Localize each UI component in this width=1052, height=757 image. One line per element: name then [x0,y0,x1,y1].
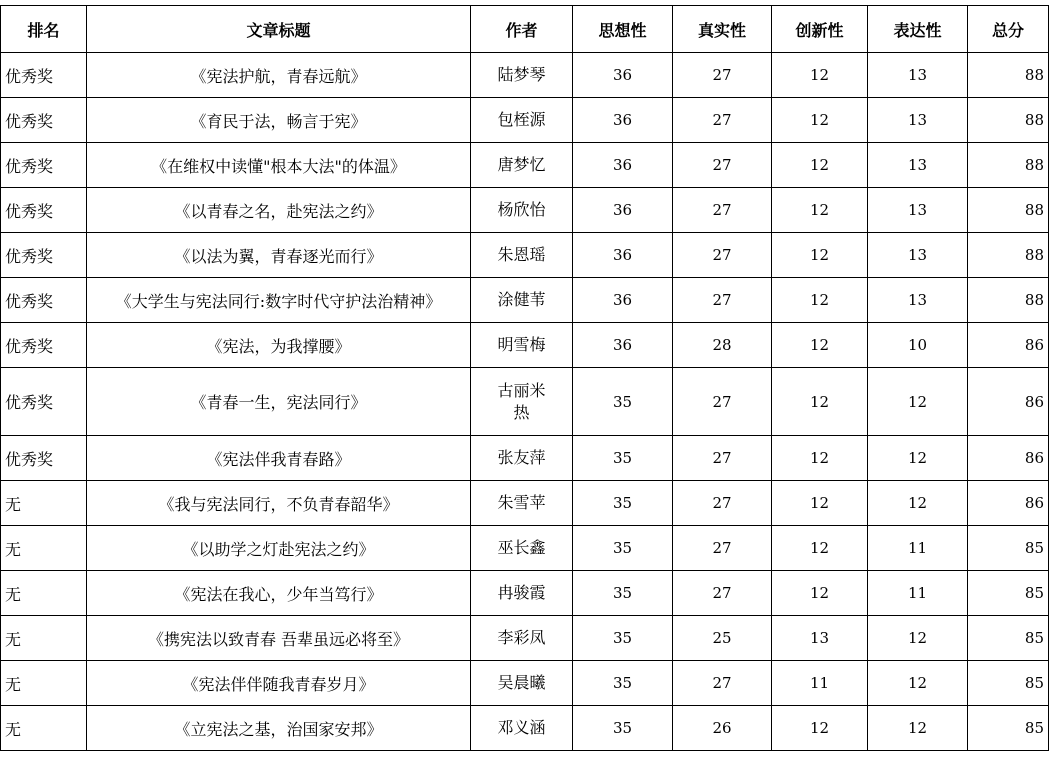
total-score-cell: 86 [968,368,1049,436]
innovation-score-cell: 12 [772,53,868,98]
author-cell: 涂健苇 [471,278,573,323]
author-cell: 朱雪苹 [471,481,573,526]
header-rank: 排名 [1,6,87,53]
author-cell: 冉骏霞 [471,571,573,616]
author-cell: 陆梦琴 [471,53,573,98]
total-score-cell: 88 [968,98,1049,143]
title-cell: 《宪法伴我青春路》 [87,436,471,481]
rank-cell: 优秀奖 [1,143,87,188]
expression-score-cell: 13 [868,233,968,278]
thought-score-cell: 35 [573,368,673,436]
title-cell: 《以助学之灯赴宪法之约》 [87,526,471,571]
title-cell: 《携宪法以致青春 吾辈虽远必将至》 [87,616,471,661]
title-cell: 《青春一生，宪法同行》 [87,368,471,436]
innovation-score-cell: 12 [772,143,868,188]
total-score-cell: 85 [968,661,1049,706]
header-authenticity: 真实性 [673,6,772,53]
table-row [1,323,1049,368]
author-cell: 朱恩瑶 [471,233,573,278]
authenticity-score-cell: 27 [673,98,772,143]
title-cell: 《立宪法之基，治国家安邦》 [87,706,471,751]
thought-score-cell: 35 [573,661,673,706]
header-expression: 表达性 [868,6,968,53]
table-row [1,436,1049,481]
title-cell: 《宪法，为我撑腰》 [87,323,471,368]
total-score-cell: 85 [968,706,1049,751]
expression-score-cell: 12 [868,481,968,526]
title-cell: 《宪法护航，青春远航》 [87,53,471,98]
innovation-score-cell: 12 [772,188,868,233]
title-cell: 《大学生与宪法同行:数字时代守护法治精神》 [87,278,471,323]
table-row [1,53,1049,98]
authenticity-score-cell: 26 [673,706,772,751]
author-cell: 李彩凤 [471,616,573,661]
expression-score-cell: 12 [868,368,968,436]
total-score-cell: 85 [968,571,1049,616]
thought-score-cell: 36 [573,323,673,368]
expression-score-cell: 12 [868,436,968,481]
title-cell: 《以青春之名，赴宪法之约》 [87,188,471,233]
innovation-score-cell: 13 [772,616,868,661]
rank-cell: 优秀奖 [1,278,87,323]
total-score-cell: 88 [968,278,1049,323]
table-row [1,571,1049,616]
thought-score-cell: 36 [573,278,673,323]
rank-cell: 无 [1,481,87,526]
innovation-score-cell: 12 [772,278,868,323]
table-row [1,616,1049,661]
table-row [1,278,1049,323]
rank-cell: 优秀奖 [1,98,87,143]
table-row [1,188,1049,233]
authenticity-score-cell: 27 [673,526,772,571]
thought-score-cell: 35 [573,571,673,616]
expression-score-cell: 13 [868,278,968,323]
total-score-cell: 86 [968,323,1049,368]
total-score-cell: 86 [968,436,1049,481]
thought-score-cell: 36 [573,233,673,278]
title-cell: 《宪法在我心，少年当笃行》 [87,571,471,616]
expression-score-cell: 12 [868,661,968,706]
authenticity-score-cell: 27 [673,436,772,481]
rank-cell: 优秀奖 [1,188,87,233]
total-score-cell: 88 [968,188,1049,233]
score-table [0,5,1049,751]
title-cell: 《育民于法，畅言于宪》 [87,98,471,143]
header-author: 作者 [471,6,573,53]
thought-score-cell: 35 [573,616,673,661]
thought-score-cell: 35 [573,481,673,526]
table-row [1,481,1049,526]
total-score-cell: 88 [968,143,1049,188]
table-row [1,143,1049,188]
authenticity-score-cell: 27 [673,233,772,278]
total-score-cell: 85 [968,616,1049,661]
innovation-score-cell: 11 [772,661,868,706]
author-cell: 明雪梅 [471,323,573,368]
author-cell: 古丽米热 [471,368,573,436]
expression-score-cell: 13 [868,53,968,98]
table-row [1,706,1049,751]
innovation-score-cell: 12 [772,706,868,751]
expression-score-cell: 12 [868,616,968,661]
authenticity-score-cell: 27 [673,278,772,323]
thought-score-cell: 36 [573,143,673,188]
authenticity-score-cell: 27 [673,481,772,526]
rank-cell: 优秀奖 [1,53,87,98]
authenticity-score-cell: 27 [673,571,772,616]
table-row [1,368,1049,436]
expression-score-cell: 10 [868,323,968,368]
innovation-score-cell: 12 [772,436,868,481]
rank-cell: 优秀奖 [1,323,87,368]
table-row [1,233,1049,278]
author-cell: 吴晨曦 [471,661,573,706]
innovation-score-cell: 12 [772,481,868,526]
title-cell: 《我与宪法同行，不负青春韶华》 [87,481,471,526]
table-row [1,526,1049,571]
rank-cell: 无 [1,571,87,616]
author-cell: 唐梦忆 [471,143,573,188]
author-cell: 巫长鑫 [471,526,573,571]
thought-score-cell: 35 [573,436,673,481]
header-thought: 思想性 [573,6,673,53]
total-score-cell: 85 [968,526,1049,571]
thought-score-cell: 36 [573,53,673,98]
title-cell: 《以法为翼，青春逐光而行》 [87,233,471,278]
authenticity-score-cell: 28 [673,323,772,368]
title-cell: 《宪法伴伴随我青春岁月》 [87,661,471,706]
rank-cell: 优秀奖 [1,368,87,436]
authenticity-score-cell: 27 [673,188,772,233]
innovation-score-cell: 12 [772,368,868,436]
authenticity-score-cell: 27 [673,53,772,98]
rank-cell: 无 [1,526,87,571]
table-row [1,661,1049,706]
header-row [1,6,1049,53]
rank-cell: 无 [1,661,87,706]
title-cell: 《在维权中读懂"根本大法"的体温》 [87,143,471,188]
header-title: 文章标题 [87,6,471,53]
header-total: 总分 [968,6,1049,53]
total-score-cell: 88 [968,53,1049,98]
expression-score-cell: 11 [868,571,968,616]
rank-cell: 无 [1,706,87,751]
authenticity-score-cell: 27 [673,368,772,436]
expression-score-cell: 13 [868,188,968,233]
innovation-score-cell: 12 [772,526,868,571]
rank-cell: 优秀奖 [1,233,87,278]
expression-score-cell: 13 [868,98,968,143]
authenticity-score-cell: 27 [673,661,772,706]
innovation-score-cell: 12 [772,323,868,368]
author-cell: 邓义涵 [471,706,573,751]
author-cell: 杨欣怡 [471,188,573,233]
rank-cell: 无 [1,616,87,661]
rank-cell: 优秀奖 [1,436,87,481]
thought-score-cell: 36 [573,188,673,233]
header-innovation: 创新性 [772,6,868,53]
innovation-score-cell: 12 [772,571,868,616]
expression-score-cell: 13 [868,143,968,188]
table-body [1,53,1049,751]
thought-score-cell: 36 [573,98,673,143]
expression-score-cell: 12 [868,706,968,751]
innovation-score-cell: 12 [772,98,868,143]
total-score-cell: 86 [968,481,1049,526]
total-score-cell: 88 [968,233,1049,278]
table-row [1,98,1049,143]
authenticity-score-cell: 25 [673,616,772,661]
expression-score-cell: 11 [868,526,968,571]
author-cell: 张友萍 [471,436,573,481]
author-cell: 包桎源 [471,98,573,143]
innovation-score-cell: 12 [772,233,868,278]
authenticity-score-cell: 27 [673,143,772,188]
thought-score-cell: 35 [573,526,673,571]
thought-score-cell: 35 [573,706,673,751]
